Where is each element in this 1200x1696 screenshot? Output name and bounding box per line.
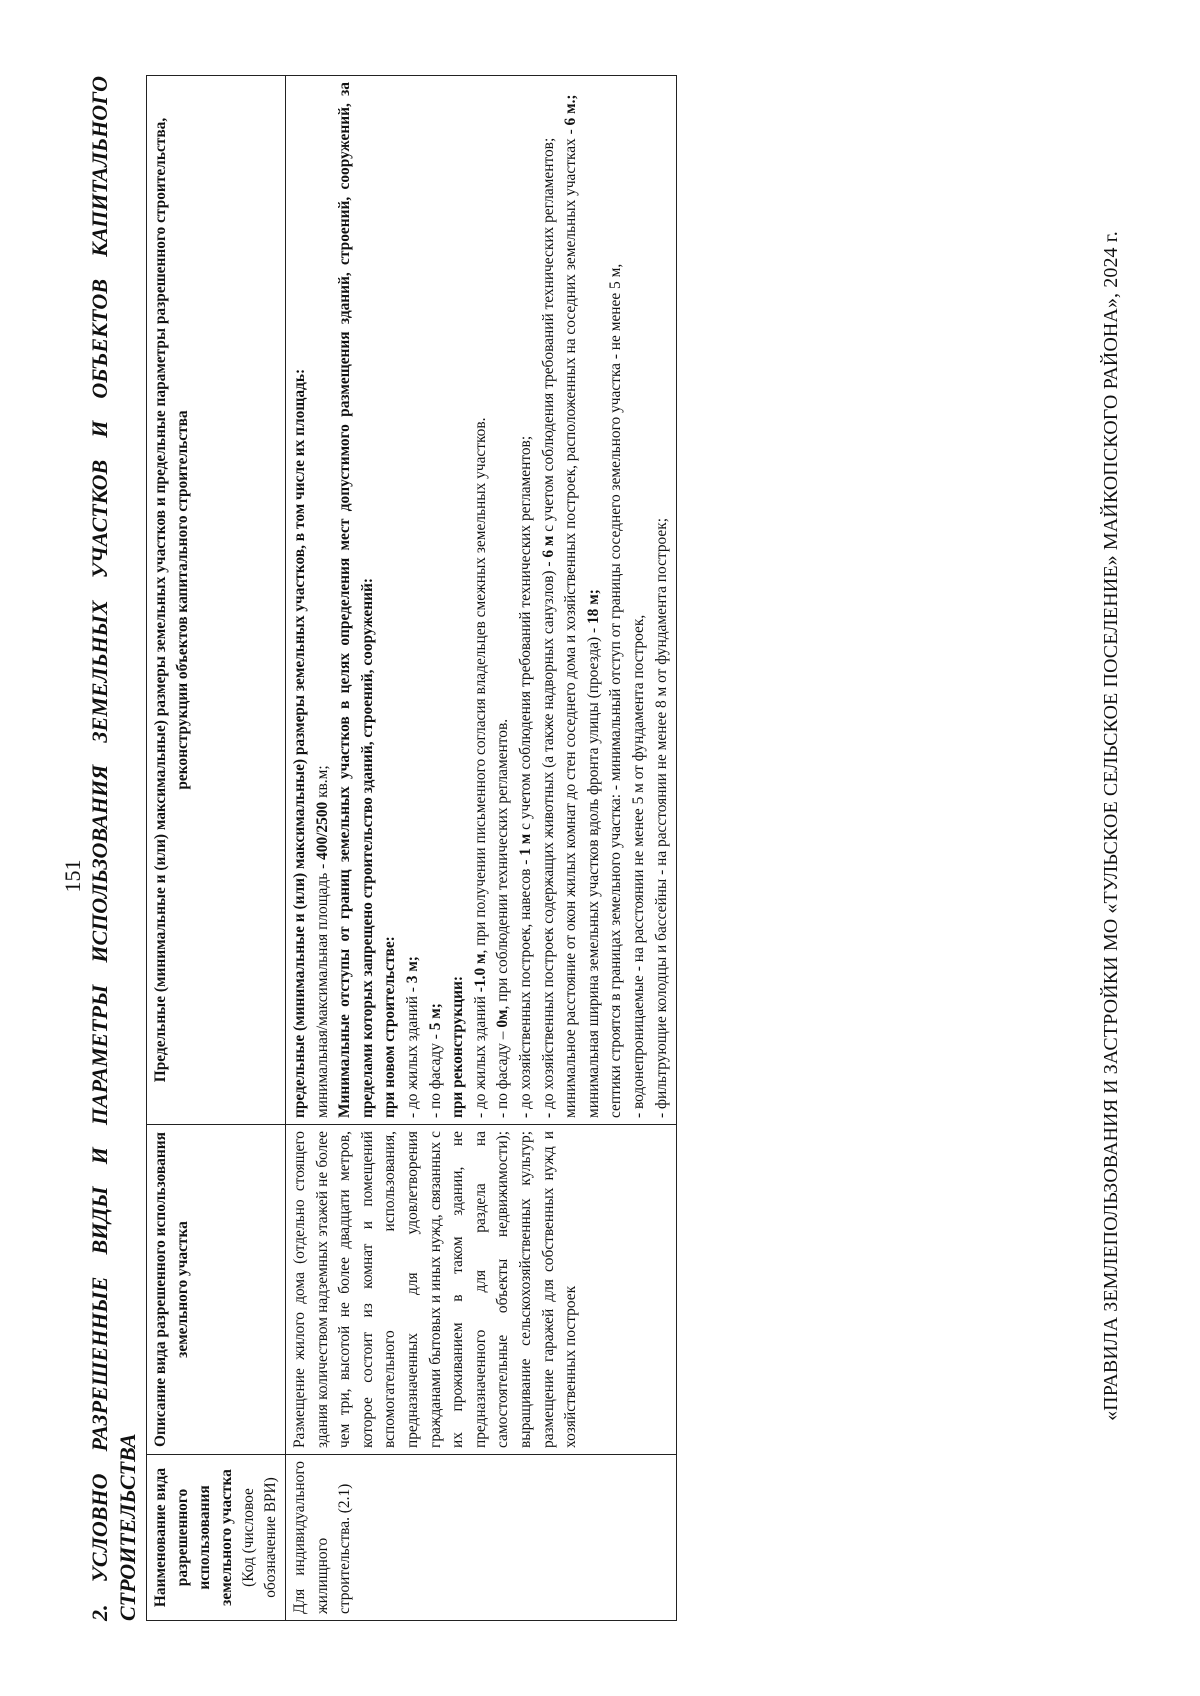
cell-use-name: Для индивидуального жилищного строительства. (2.1) (286, 1455, 677, 1621)
param-frontage-width: минимальная ширина земельных участков вдоль фронта улицы (проезда) - 18 м; (584, 589, 602, 1118)
page-number: 151 (60, 859, 85, 893)
table-row (286, 76, 677, 1621)
header-name-code: (Код (числовое обозначение ВРИ) (240, 1477, 279, 1598)
param-outbuildings: - до хозяйственных построек, навесов - 1 м с учетом соблюдения требований технических регламентов; (516, 435, 534, 1118)
param-reconstruction-residential: - до жилых зданий -1.0 м, при получении письменного согласия владельцев смежных земельных участков. (471, 417, 489, 1118)
header-params-col: Предельные (минимальные и (или) максимальные) размеры земельных участков и предельные параметры разрешенного строительства, реконструкции объектов капитального строительства (147, 76, 286, 1125)
param-septic: септики строятся в границах земельного участка: - минимальный отступ от границы соседнего земельного участка - не менее 5 м, (607, 263, 625, 1118)
regulations-table (146, 75, 677, 1621)
param-reconstruction: при реконструкции: (449, 976, 467, 1118)
param-filter-wells: - фильтрующие колодцы и бассейны - на расстоянии не менее 8 м от фундамента построек; (652, 518, 670, 1118)
table-header-row (147, 76, 286, 1621)
param-setbacks-heading: Минимальные отступы от границ земельных участков в целях определения мест допустимого размещения зданий, строений, сооружений, за пределами которых запрещено строительство зданий, строений, сооружений: (336, 82, 376, 1118)
document-footer: «ПРАВИЛА ЗЕМЛЕПОЛЬЗОВАНИЯ И ЗАСТРОЙКИ МО «ТУЛЬСКОЕ СЕЛЬСКОЕ ПОСЕЛЕНИЕ» МАЙКОПСКОГО РАЙОНА», 2024 г. (1100, 231, 1122, 1421)
param-plot-area: минимальная/максимальная площадь - 400/2500 кв.м; (313, 765, 331, 1118)
section-title: 2. УСЛОВНО РАЗРЕШЕННЫЕ ВИДЫ И ПАРАМЕТРЫ ИСПОЛЬЗОВАНИЯ ЗЕМЕЛЬНЫХ УЧАСТКОВ И ОБЪЕКТОВ КАПИТАЛЬНОГО СТРОИТЕЛЬСТВА (87, 76, 140, 1621)
cell-params (286, 76, 677, 1125)
cell-use-description: Размещение жилого дома (отдельно стоящего здания количеством надземных этажей не более чем три, высотой не более двадцати метров, которое состоит из комнат и помещений вспомогательного использования, предназначенных для удовлетворения гражданами бытовых и иных нужд, связанных с их проживанием в таком здании, не предназначенного для раздела на самостоятельные объекты недвижимости); выращивание сельскохозяйственных культур; размещение гаражей для собственных нужд и хозяйственных построек (286, 1125, 677, 1455)
param-new-construction: при новом строительстве: (381, 936, 399, 1118)
param-facade-setback: - по фасаду - 5 м; (426, 1003, 444, 1118)
header-name-col (147, 1455, 286, 1621)
param-animal-outbuildings: - до хозяйственных построек содержащих животных (а также надворных санузлов) - 6 м с учетом соблюдения требований технических регламентов; (539, 137, 557, 1118)
header-description-col: Описание вида разрешенного использования земельного участка (147, 1125, 286, 1455)
header-name-bold: Наименование вида разрешенного использования земельного участка (152, 1467, 235, 1608)
param-window-distance: минимальное расстояние от окон жилых комнат до стен соседнего дома и хозяйственных построек, расположенных на соседних земельных участках - 6 м.; (562, 94, 580, 1118)
param-plot-sizes-heading: предельные (минимальные и (или) максимальные) размеры земельных участков, в том числе их площадь: (291, 368, 308, 1118)
param-waterproof: - водонепроницаемые - на расстоянии не менее 5 м от фундамента построек, (629, 614, 647, 1118)
param-reconstruction-facade: - по фасаду – 0м, при соблюдении технических регламентов. (494, 718, 512, 1118)
param-residential-setback: - до жилых зданий - 3 м; (403, 956, 421, 1118)
